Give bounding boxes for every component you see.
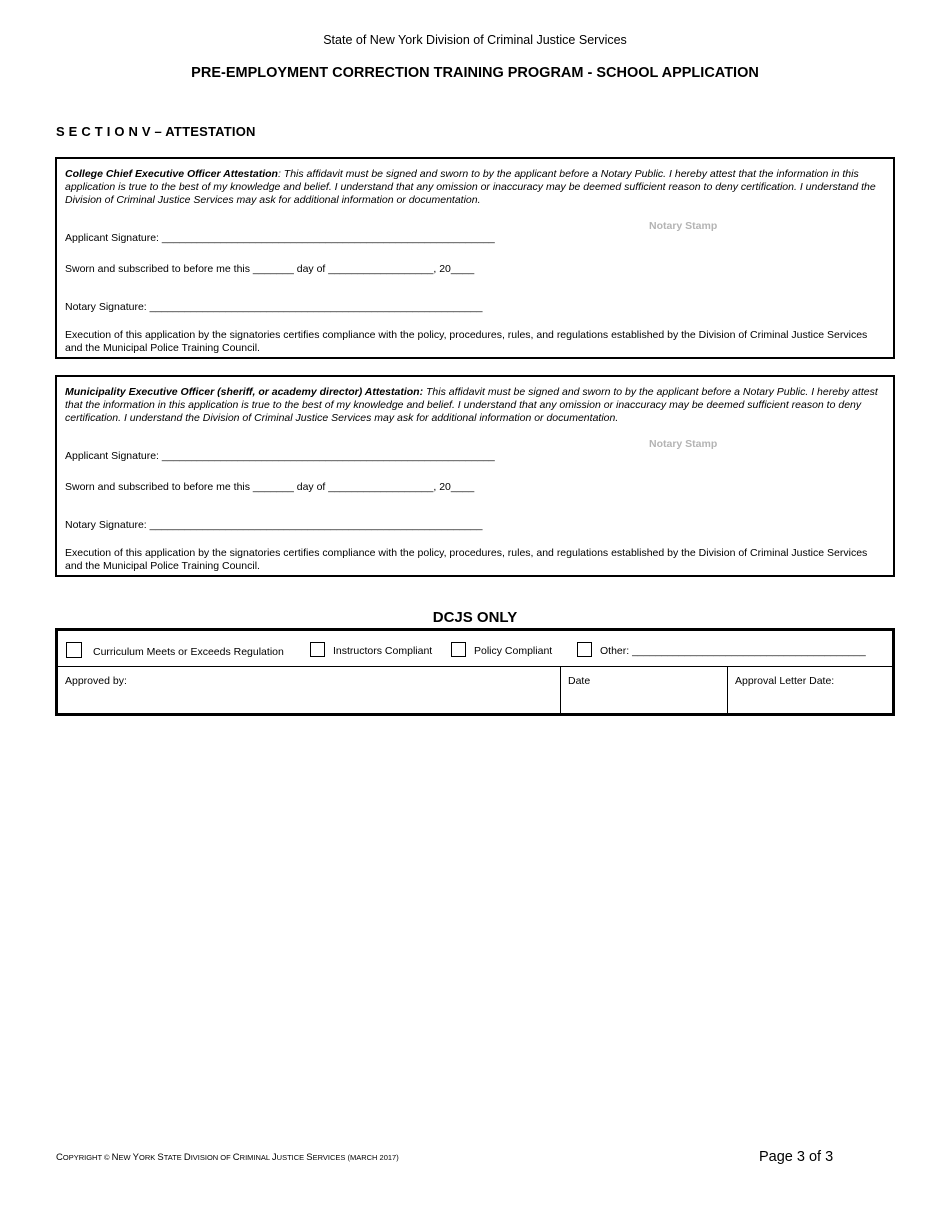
checkbox-label: Policy Compliant: [474, 645, 553, 657]
policy-checkbox[interactable]: [451, 642, 466, 657]
copyright-notice: [56, 1152, 399, 1163]
other-checkbox-option[interactable]: [577, 642, 866, 657]
cp-tate: TATE: [163, 1153, 184, 1162]
approved-by-label: Approved by:: [65, 675, 127, 687]
attestation-title-suffix: :: [277, 168, 281, 180]
attestation-title: College Chief Executive Officer Attestation: [65, 168, 278, 180]
attestation-intro: [65, 386, 885, 425]
cp-d: D: [183, 1152, 191, 1163]
cp-s2: S: [306, 1152, 313, 1163]
cp-j: J: [271, 1152, 277, 1163]
college-attestation-box: [55, 157, 895, 359]
cp-ew: EW: [118, 1153, 133, 1162]
cp-c2: C: [232, 1152, 240, 1163]
cp-ivision: IVISION OF: [190, 1153, 233, 1162]
section-heading: S E C T I O N V – ATTESTATION: [56, 124, 256, 139]
notary-signature-field[interactable]: Notary Signature: _________________________________________________________: [65, 519, 483, 531]
form-title: PRE-EMPLOYMENT CORRECTION TRAINING PROGRAM - SCHOOL APPLICATION: [191, 65, 759, 81]
other-checkbox[interactable]: [577, 642, 592, 657]
attestation-intro: [65, 168, 885, 207]
execution-statement: Execution of this application by the signatories certifies compliance with the policy, procedures, rules, and regulations established by the Division of Criminal Justice Services and the Municipal Police Training Council.: [65, 329, 868, 354]
instructors-checkbox-option[interactable]: [310, 642, 432, 657]
dcjs-only-title: DCJS ONLY: [432, 609, 518, 626]
curriculum-checkbox-option[interactable]: [66, 642, 284, 658]
policy-checkbox-option[interactable]: [451, 642, 552, 657]
date-field[interactable]: [561, 667, 728, 713]
date-label: Date: [568, 675, 591, 687]
checkbox-label: Instructors Compliant: [333, 645, 433, 657]
attestation-text: This affidavit must be signed and sworn to by the applicant before a Notary Public. I hereby attest that the information in this application is true to the best of my knowledge and belief. I understand that any omission or inaccuracy may be deemed sufficient reason to deny certification. I understand the Division of Criminal Justice Services may ask for additional information or documentation.: [65, 386, 878, 424]
checkbox-label: Other: ________________________________________: [600, 645, 866, 657]
notary-stamp-area: Notary Stamp: [649, 220, 718, 232]
cp-n: N: [111, 1152, 119, 1163]
cp-y: Y: [132, 1152, 139, 1163]
notary-stamp-area: Notary Stamp: [649, 438, 718, 450]
dcjs-only-table: [55, 628, 895, 716]
applicant-signature-field[interactable]: Applicant Signature: _________________________________________________________: [65, 232, 495, 244]
cp-ervices: ERVICES (MARCH 2017): [312, 1153, 399, 1162]
execution-statement: Execution of this application by the signatories certifies compliance with the policy, procedures, rules, and regulations established by the Division of Criminal Justice Services and the Municipal Police Training Council.: [65, 547, 868, 572]
sworn-date-field[interactable]: Sworn and subscribed to before me this _______ day of __________________, 20____: [65, 481, 475, 493]
cp-s: S: [157, 1152, 164, 1163]
municipality-attestation-box: [55, 375, 895, 577]
curriculum-checkbox[interactable]: [66, 642, 82, 658]
cp-ork: ORK: [139, 1153, 158, 1162]
instructors-checkbox[interactable]: [310, 642, 325, 657]
cp-c: C: [56, 1152, 63, 1163]
approved-by-field[interactable]: [58, 667, 561, 713]
attestation-title: Municipality Executive Officer (sheriff, or academy director) Attestation:: [65, 386, 424, 398]
notary-signature-field[interactable]: Notary Signature: _________________________________________________________: [65, 301, 483, 313]
sworn-date-field[interactable]: Sworn and subscribed to before me this _______ day of __________________, 20____: [65, 263, 475, 275]
cp-riminal: RIMINAL: [239, 1153, 272, 1162]
attestation-text: This affidavit must be signed and sworn to by the applicant before a Notary Public. I hereby attest that the information in this application is true to the best of my knowledge and belief. I understand that any omission or inaccuracy may be deemed sufficient reason to deny certification. I understand the Division of Criminal Justice Services may ask for additional information or documentation.: [65, 168, 876, 206]
cp-1: OPYRIGHT ©: [62, 1153, 112, 1162]
applicant-signature-field[interactable]: Applicant Signature: _________________________________________________________: [65, 450, 495, 462]
dcjs-checkbox-row: [58, 631, 892, 667]
agency-name: State of New York Division of Criminal Justice Services: [323, 33, 627, 47]
checkbox-label: Curriculum Meets or Exceeds Regulation: [93, 646, 284, 658]
approval-letter-date-field[interactable]: [728, 667, 892, 713]
approval-letter-date-label: Approval Letter Date:: [735, 675, 835, 687]
cp-ustice: USTICE: [276, 1153, 307, 1162]
page-number: Page 3 of 3: [759, 1149, 834, 1165]
